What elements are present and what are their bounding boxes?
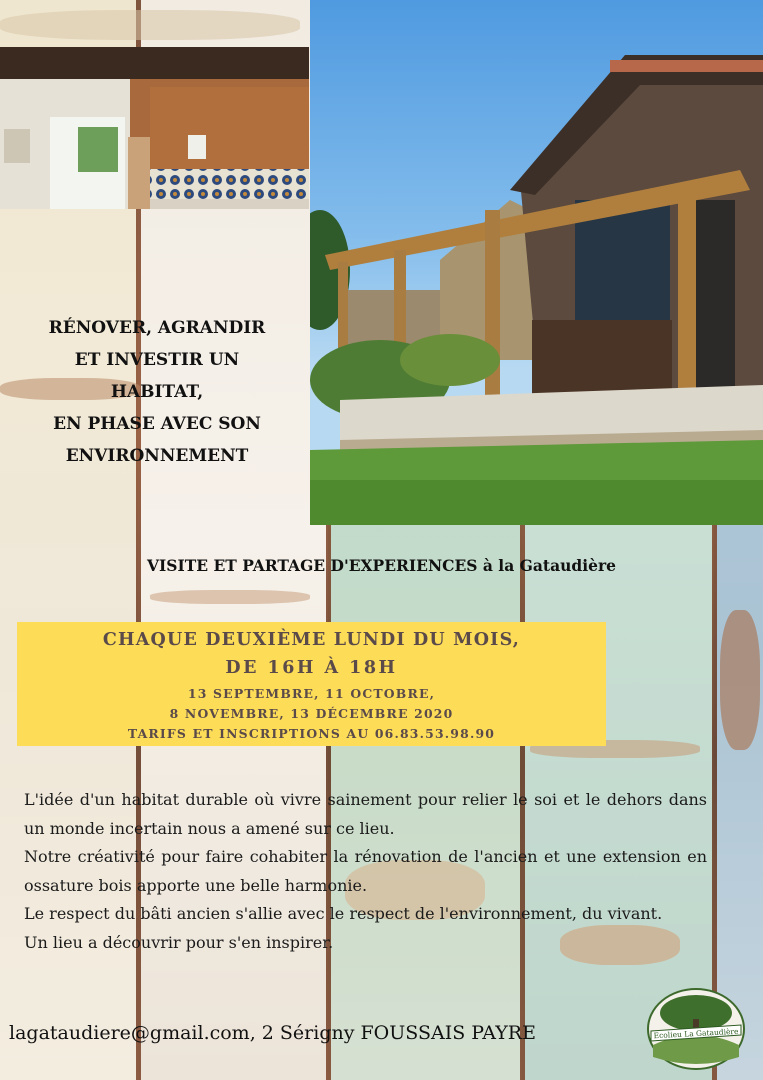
headline-line: ENVIRONNEMENT [65,446,249,466]
paragraph: Un lieu a découvrir pour s'en inspirer. [24,932,334,952]
tree-logo-icon [645,985,747,1071]
headline [22,312,292,472]
paint-stain [150,590,310,604]
paragraph: Notre créativité pour faire cohabiter la rénovation de l'ancien et une extension en ossature bois apporte une belle harmonie. [24,847,707,895]
schedule-line: CHAQUE DEUXIÈME LUNDI DU MOIS, [102,630,521,650]
headline-line: EN PHASE AVEC SON [53,414,261,434]
house-photo [310,0,763,525]
subtitle: VISITE ET PARTAGE D'EXPERIENCES à la Gataudière [146,556,617,575]
headline-line: ET INVESTIR UN [74,350,240,370]
pricing-info: TARIFS ET INSCRIPTIONS AU 06.83.53.98.90 [127,726,496,741]
schedule-box [17,622,606,746]
contact-info: lagataudiere@gmail.com, 2 Sérigny FOUSSAIS PAYRE [9,1022,536,1044]
paragraph: L'idée d'un habitat durable où vivre sainement pour relier le soi et le dehors dans un monde incertain nous a amené sur ce lieu. [24,790,707,838]
schedule-hours: DE 16H À 18H [225,658,398,678]
paragraph: Le respect du bâti ancien s'allie avec le respect de l'environnement, du vivant. [24,904,663,923]
interior-photo [0,47,309,209]
ecolieu-logo [645,985,747,1071]
headline-line: HABITAT, [110,382,204,402]
logo-text: Ecolieu La Gataudière [653,1026,739,1041]
headline-line: RÉNOVER, AGRANDIR [48,318,266,338]
description [24,786,707,957]
paint-stain [720,610,760,750]
schedule-dates: 8 NOVEMBRE, 13 DÉCEMBRE 2020 [169,706,454,721]
paint-stain [0,10,300,40]
schedule-dates: 13 SEPTEMBRE, 11 OCTOBRE, [187,686,436,701]
